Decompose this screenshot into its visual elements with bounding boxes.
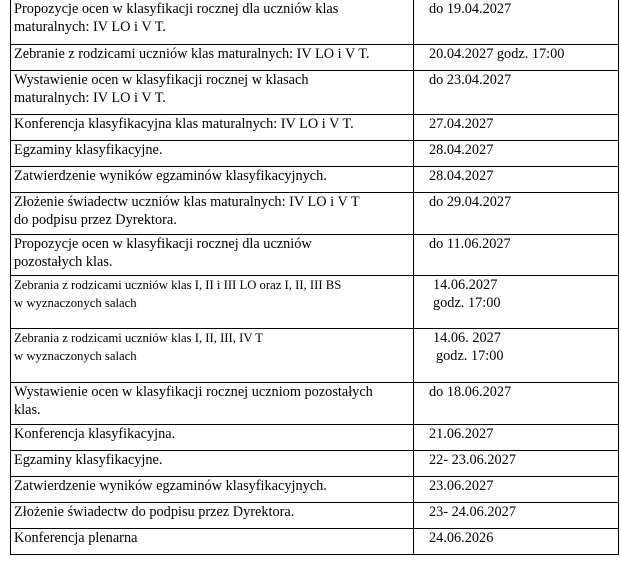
date-cell (414, 235, 619, 276)
task-text: Złożenie świadectw do podpisu przez Dyrektora. (14, 504, 295, 520)
task-text: Propozycje ocen w klasyfikacji rocznej dla uczniów klas (14, 1, 339, 17)
table-row (11, 193, 619, 235)
task-cell (11, 71, 414, 115)
task-cell (11, 167, 414, 193)
task-text: Złożenie świadectw uczniów klas maturalnych: IV LO i V T (14, 194, 360, 210)
task-text: Egzaminy klasyfikacyjne. (14, 142, 163, 158)
date-text: 14.06.2027 (433, 277, 498, 293)
date-text: 23.06.2027 (429, 478, 494, 494)
date-cell (414, 115, 619, 141)
table-row (11, 276, 619, 329)
date-text: 22- 23.06.2027 (429, 452, 516, 468)
date-text: do 23.04.2027 (429, 72, 512, 88)
date-cell (414, 141, 619, 167)
date-cell (414, 276, 619, 329)
task-text: w wyznaczonych salach (14, 349, 137, 363)
date-text: 24.06.2026 (429, 530, 494, 546)
date-text: 21.06.2027 (429, 426, 494, 442)
date-cell (414, 193, 619, 235)
date-text: do 29.04.2027 (429, 194, 512, 210)
table-row (11, 71, 619, 115)
task-cell (11, 383, 414, 425)
date-cell (414, 45, 619, 71)
task-cell (11, 0, 414, 45)
date-text: 23- 24.06.2027 (429, 504, 516, 520)
date-text: 14.06. 2027 (433, 330, 501, 346)
task-cell (11, 141, 414, 167)
task-text: klas. (14, 402, 41, 418)
task-text: Zebrania z rodzicami uczniów klas I, II i III LO oraz I, II, III BS (14, 278, 342, 292)
task-text: Propozycje ocen w klasyfikacji rocznej dla uczniów (14, 236, 312, 252)
task-text: Konferencja klasyfikacyjna. (14, 426, 176, 442)
date-text: 28.04.2027 (429, 168, 494, 184)
table-row (11, 329, 619, 383)
task-text: Wystawienie ocen w klasyfikacji rocznej w klasach (14, 72, 309, 88)
task-text: do podpisu przez Dyrektora. (14, 212, 177, 228)
table-row (11, 383, 619, 425)
date-text: do 11.06.2027 (429, 236, 511, 252)
task-text: Egzaminy klasyfikacyjne. (14, 452, 163, 468)
task-cell (11, 529, 414, 555)
date-cell (414, 71, 619, 115)
task-text: maturalnych: IV LO i V T. (14, 19, 166, 35)
date-cell (414, 425, 619, 451)
date-text: 27.04.2027 (429, 116, 494, 132)
date-cell (414, 0, 619, 45)
task-text: Zatwierdzenie wyników egzaminów klasyfikacyjnych. (14, 478, 327, 494)
date-cell (414, 451, 619, 477)
task-cell (11, 276, 414, 329)
date-text: do 19.04.2027 (429, 1, 512, 17)
table-row (11, 477, 619, 503)
date-text: 28.04.2027 (429, 142, 494, 158)
schedule-table (10, 0, 619, 555)
schedule-table-wrapper (10, 0, 607, 555)
date-cell (414, 503, 619, 529)
table-row (11, 451, 619, 477)
task-text: Konferencja klasyfikacyjna klas maturalnych: IV LO i V T. (14, 116, 354, 132)
date-cell (414, 167, 619, 193)
task-cell (11, 451, 414, 477)
task-text: Zebrania z rodzicami uczniów klas I, II, III, IV T (14, 331, 263, 345)
table-row (11, 425, 619, 451)
task-text: maturalnych: IV LO i V T. (14, 90, 166, 106)
table-row (11, 529, 619, 555)
table-row (11, 141, 619, 167)
date-text: 20.04.2027 godz. 17:00 (429, 46, 565, 62)
table-row (11, 45, 619, 71)
date-text: do 18.06.2027 (429, 384, 512, 400)
task-cell (11, 503, 414, 529)
table-row (11, 503, 619, 529)
date-cell (414, 477, 619, 503)
date-text: godz. 17:00 (436, 348, 504, 364)
task-cell (11, 115, 414, 141)
task-text: w wyznaczonych salach (14, 296, 137, 310)
task-cell (11, 235, 414, 276)
date-text: godz. 17:00 (433, 295, 501, 311)
task-cell (11, 425, 414, 451)
date-cell (414, 329, 619, 383)
date-cell (414, 383, 619, 425)
task-cell (11, 45, 414, 71)
table-row (11, 115, 619, 141)
task-text: Konferencja plenarna (14, 530, 138, 546)
task-cell (11, 329, 414, 383)
task-text: Zatwierdzenie wyników egzaminów klasyfikacyjnych. (14, 168, 327, 184)
task-cell (11, 477, 414, 503)
task-cell (11, 193, 414, 235)
table-row (11, 0, 619, 45)
task-text: Zebranie z rodzicami uczniów klas maturalnych: IV LO i V T. (14, 46, 370, 62)
task-text: pozostałych klas. (14, 254, 113, 270)
table-row (11, 235, 619, 276)
task-text: Wystawienie ocen w klasyfikacji rocznej uczniom pozostałych (14, 384, 373, 400)
date-cell (414, 529, 619, 555)
table-row (11, 167, 619, 193)
